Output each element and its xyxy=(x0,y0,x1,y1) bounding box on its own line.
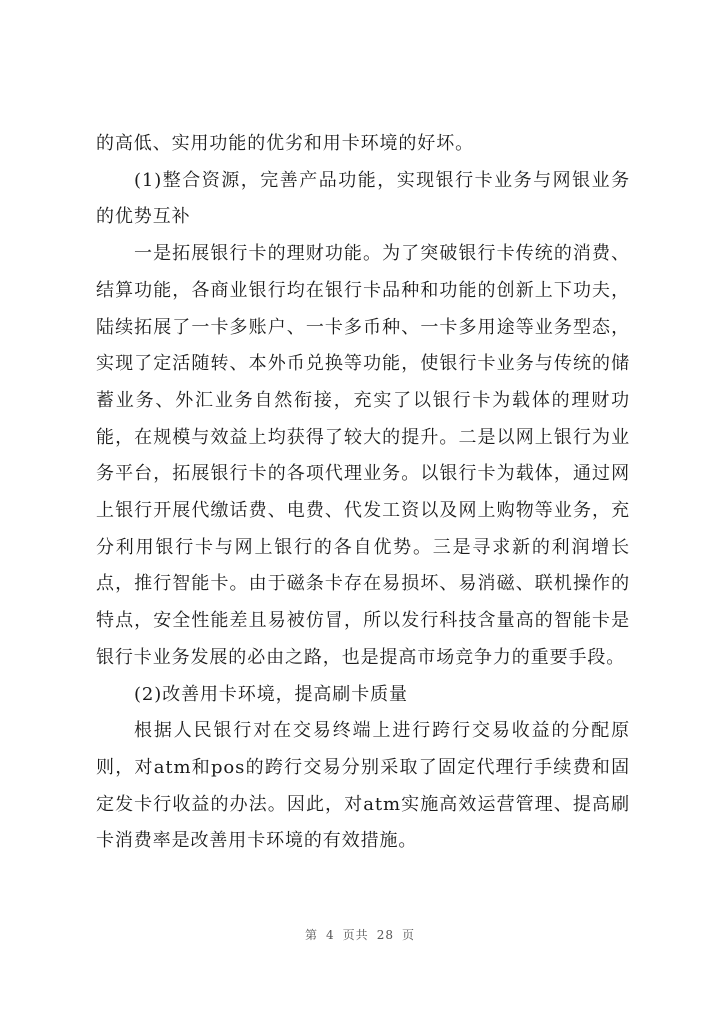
section-heading-2: (2)改善用卡环境，提高刷卡质量 xyxy=(134,683,408,705)
footer-suffix: 页 xyxy=(401,928,415,942)
paragraph-continuation: 的高低、实用功能的优劣和用卡环境的好坏。 xyxy=(96,133,474,154)
page-number-footer xyxy=(0,926,720,943)
footer-total-pages: 28 xyxy=(376,928,394,942)
document-body xyxy=(96,126,630,860)
footer-mid: 页共 xyxy=(342,928,369,942)
paragraph-card-environment: 根据人民银行对在交易终端上进行跨行交易收益的分配原则，对atm和pos的跨行交易分别采取了固定代理行手续费和固定发卡行收益的办法。因此，对atm实施高效运营管理、提高刷卡消费率是改善用卡环境的有效措施。 xyxy=(96,720,630,852)
section-heading-1: (1)整合资源，完善产品功能，实现银行卡业务与网银业务的优势互补 xyxy=(96,169,630,228)
paragraph-card-functions: 一是拓展银行卡的理财功能。为了突破银行卡传统的消费、结算功能，各商业银行均在银行卡品种和功能的创新上下功夫，陆续拓展了一卡多账户、一卡多币种、一卡多用途等业务型态，实现了定活随转、本外币兑换等功能，使银行卡业务与传统的储蓄业务、外汇业务自然衔接，充实了以银行卡为载体的理财功能，在规模与效益上均获得了较大的提升。二是以网上银行为业务平台，拓展银行卡的各项代理业务。以银行卡为载体，通过网上银行开展代缴话费、电费、代发工资以及网上购物等业务，充分利用银行卡与网上银行的各自优势。三是寻求新的利润增长点，推行智能卡。由于磁条卡存在易损坏、易消磁、联机操作的特点，安全性能差且易被仿冒，所以发行科技含量高的智能卡是银行卡业务发展的必由之路，也是提高市场竞争力的重要手段。 xyxy=(96,243,630,668)
footer-current-page: 4 xyxy=(326,928,335,942)
footer-prefix: 第 xyxy=(305,928,319,942)
